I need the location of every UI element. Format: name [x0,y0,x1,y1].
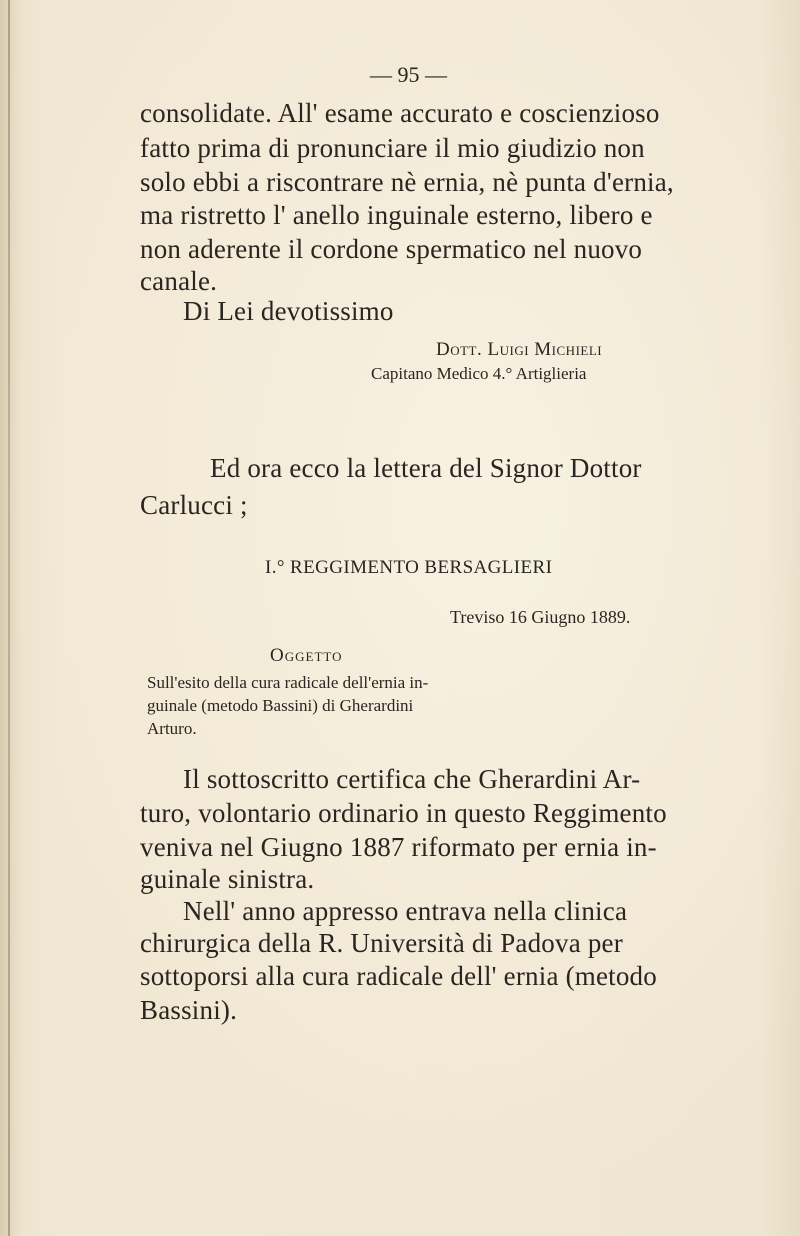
intro-line: Ed ora ecco la lettera del Signor Dottor [210,453,642,483]
paragraph-line: solo ebbi a riscontrare nè ernia, nè punta d'ernia, [140,167,674,197]
letter-line: sottoporsi alla cura radicale dell' ernia (metodo [140,961,657,991]
intro-line: Carlucci ; [140,490,248,520]
paragraph-line: consolidate. All' esame accurato e coscienzioso [140,98,660,128]
place-date: Treviso 16 Giugno 1889. [450,607,631,627]
subject-line: Sull'esito della cura radicale dell'ernia in- [147,673,429,692]
paragraph-line: fatto prima di pronunciare il mio giudizio non [140,133,645,163]
letter-line: Il sottoscritto certifica che Gherardini Ar- [183,764,641,794]
letter-line: Nell' anno appresso entrava nella clinica [183,896,628,926]
signature-name: Dott. Luigi Michieli [436,339,603,360]
signature-role: Capitano Medico 4.° Artiglieria [371,364,587,383]
subject-line: Arturo. [147,719,197,738]
closing-line: Di Lei devotissimo [183,296,394,326]
paragraph-line: canale. [140,266,218,296]
paragraph-line: ma ristretto l' anello inguinale esterno, libero e [140,200,653,230]
letter-line: chirurgica della R. Università di Padova per [140,928,623,958]
page-number: — 95 — [370,62,447,87]
paragraph-line: non aderente il cordone spermatico nel nuovo [140,234,643,264]
letter-heading: I.° REGGIMENTO BERSAGLIERI [265,557,553,578]
binding-edge [8,0,10,1236]
letter-line: Bassini). [140,995,238,1025]
letter-line: guinale sinistra. [140,864,315,894]
letter-line: veniva nel Giugno 1887 riformato per ernia in- [140,832,657,862]
letter-line: turo, volontario ordinario in questo Reggimento [140,798,667,828]
subject-label: Oggetto [270,645,343,666]
subject-line: guinale (metodo Bassini) di Gherardini [147,696,414,715]
